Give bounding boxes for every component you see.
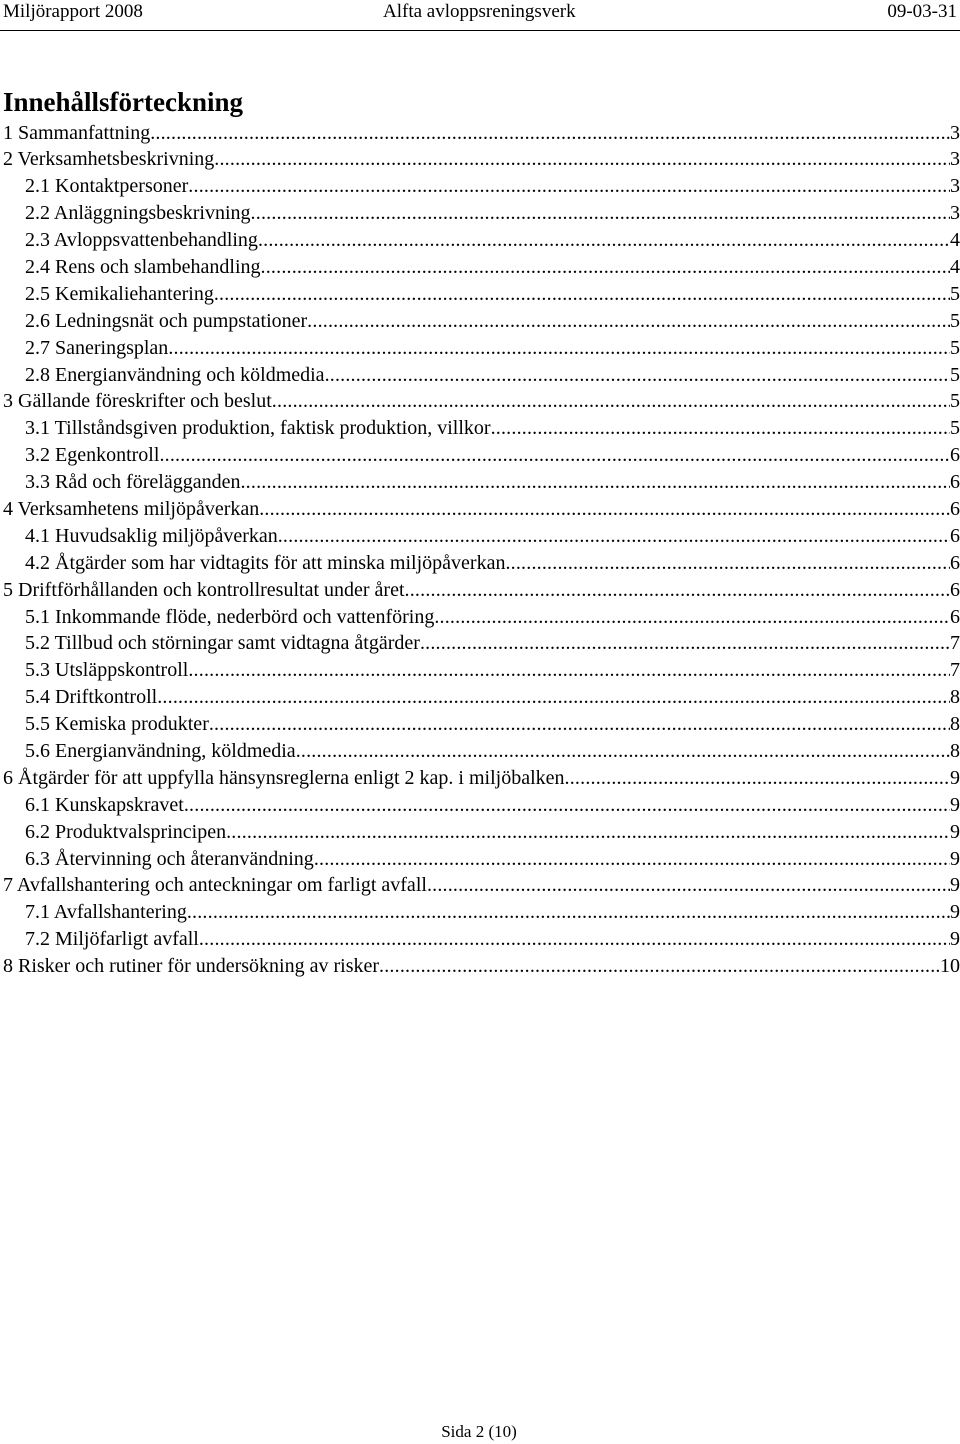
toc-entry-page-number: 4: [950, 255, 960, 278]
toc-entry[interactable]: [0, 872, 960, 899]
toc-entry-page-number: 9: [950, 793, 960, 816]
toc-entry[interactable]: [0, 711, 960, 738]
toc-entry-page-number: 6: [950, 444, 960, 467]
toc-entry[interactable]: [0, 577, 960, 604]
toc-entry-page-number: 6: [950, 551, 960, 574]
toc-entry-page-number: 9: [950, 928, 960, 951]
toc-entry[interactable]: [0, 792, 960, 819]
toc-entry-page-number: 3: [950, 121, 960, 144]
toc-dot-leader: [434, 604, 950, 631]
toc-dot-leader: [420, 630, 950, 657]
toc-entry-title: 6.1 Kunskapskravet: [25, 793, 184, 816]
toc-entry-page-number: 8: [950, 686, 960, 709]
toc-dot-leader: [325, 362, 950, 389]
toc-dot-leader: [226, 819, 950, 846]
toc-dot-leader: [188, 657, 950, 684]
toc-entry[interactable]: [0, 120, 960, 147]
toc-dot-leader: [157, 684, 950, 711]
toc-entry-title: 5.1 Inkommande flöde, nederbörd och vattenföring: [25, 605, 435, 628]
toc-entry-page-number: 5: [950, 390, 960, 413]
toc-dot-leader: [307, 308, 950, 335]
toc-dot-leader: [261, 254, 950, 281]
toc-entry[interactable]: [0, 254, 960, 281]
toc-entry[interactable]: [0, 899, 960, 926]
toc-entry[interactable]: [0, 604, 960, 631]
toc-entry-page-number: 6: [950, 524, 960, 547]
header-facility-name: Alfta avloppsreningsverk: [383, 1, 576, 22]
toc-entry-page-number: 9: [950, 766, 960, 789]
toc-entry-title: 3.2 Egenkontroll: [25, 444, 160, 467]
toc-entry-title: 7.1 Avfallshantering: [25, 901, 187, 924]
toc-entry-title: 4.1 Huvudsaklig miljöpåverkan: [25, 524, 278, 547]
toc-dot-leader: [427, 872, 950, 899]
toc-dot-leader: [314, 846, 950, 873]
toc-entry-title: 6.2 Produktvalsprincipen: [25, 820, 227, 843]
toc-entry-page-number: 5: [950, 309, 960, 332]
toc-entry[interactable]: [0, 496, 960, 523]
toc-entry-title: 6.3 Återvinning och återanvändning: [25, 847, 314, 870]
toc-entry-page-number: 6: [950, 471, 960, 494]
toc-entry-title: 2.1 Kontaktpersoner: [25, 175, 189, 198]
toc-entry[interactable]: [0, 550, 960, 577]
toc-entry[interactable]: [0, 281, 960, 308]
toc-entry-title: 4.2 Åtgärder som har vidtagits för att minska miljöpåverkan: [25, 551, 506, 574]
page-number: Sida 2 (10): [441, 1422, 517, 1441]
toc-entry[interactable]: [0, 442, 960, 469]
toc-entry[interactable]: [0, 926, 960, 953]
toc-dot-leader: [214, 281, 950, 308]
toc-dot-leader: [258, 227, 950, 254]
toc-entry[interactable]: [0, 146, 960, 173]
toc-entry-title: 6 Åtgärder för att uppfylla hänsynsreglerna enligt 2 kap. i miljöbalken: [3, 766, 565, 789]
toc-dot-leader: [505, 550, 950, 577]
toc-dot-leader: [184, 792, 950, 819]
header-date: 09-03-31: [887, 1, 957, 22]
toc-dot-leader: [150, 120, 950, 147]
toc-entry-page-number: 6: [950, 578, 960, 601]
toc-entry[interactable]: [0, 173, 960, 200]
toc-entry-page-number: 5: [950, 363, 960, 386]
toc-dot-leader: [491, 415, 950, 442]
header-report-title: Miljörapport 2008: [3, 1, 143, 22]
toc-entry-title: 2.7 Saneringsplan: [25, 336, 169, 359]
toc-entry-title: 2.3 Avloppsvattenbehandling: [25, 229, 258, 252]
toc-entry-page-number: 6: [950, 605, 960, 628]
toc-entry[interactable]: [0, 362, 960, 389]
toc-entry-title: 7 Avfallshantering och anteckningar om farligt avfall: [3, 874, 427, 897]
toc-entry[interactable]: [0, 953, 960, 980]
toc-dot-leader: [296, 738, 950, 765]
toc-entry[interactable]: [0, 523, 960, 550]
toc-dot-leader: [379, 953, 940, 980]
toc-entry-title: 2.6 Ledningsnät och pumpstationer: [25, 309, 308, 332]
toc-entry[interactable]: [0, 227, 960, 254]
toc-dot-leader: [199, 926, 950, 953]
toc-entry-title: 2.4 Rens och slambehandling: [25, 255, 261, 278]
toc-dot-leader: [159, 442, 950, 469]
toc-dot-leader: [187, 899, 950, 926]
toc-entry[interactable]: [0, 200, 960, 227]
toc-dot-leader: [272, 388, 950, 415]
toc-entry-title: 2.5 Kemikaliehantering: [25, 282, 214, 305]
toc-entry-page-number: 9: [950, 847, 960, 870]
toc-dot-leader: [565, 765, 950, 792]
toc-dot-leader: [405, 577, 950, 604]
toc-entry[interactable]: [0, 415, 960, 442]
toc-entry-page-number: 5: [950, 336, 960, 359]
toc-entry-title: 8 Risker och rutiner för undersökning av risker: [3, 955, 380, 978]
toc-entry-title: 3.3 Råd och förelägganden: [25, 471, 241, 494]
toc-entry-title: 1 Sammanfattning: [3, 121, 151, 144]
toc-entry[interactable]: [0, 335, 960, 362]
toc-entry-title: 2 Verksamhetsbeskrivning: [3, 148, 215, 171]
toc-entry-title: 2.2 Anläggningsbeskrivning: [25, 202, 251, 225]
toc-entry-title: 5.2 Tillbud och störningar samt vidtagna åtgärder: [25, 632, 420, 655]
toc-entry-title: 5.5 Kemiska produkter: [25, 713, 209, 736]
toc-entry-title: 3.1 Tillståndsgiven produktion, faktisk produktion, villkor: [25, 417, 491, 440]
toc-dot-leader: [214, 146, 950, 173]
toc-entry-page-number: 9: [950, 901, 960, 924]
toc-entry[interactable]: [0, 657, 960, 684]
toc-entry-title: 5.6 Energianvändning, köldmedia: [25, 739, 296, 762]
toc-entry-title: 2.8 Energianvändning och köldmedia: [25, 363, 325, 386]
toc-entry-page-number: 7: [950, 632, 960, 655]
toc-dot-leader: [209, 711, 950, 738]
toc-entry-page-number: 5: [950, 417, 960, 440]
toc-entry-page-number: 3: [950, 202, 960, 225]
toc-entry-title: 5 Driftförhållanden och kontrollresultat under året: [3, 578, 405, 601]
toc-entry-page-number: 8: [950, 739, 960, 762]
toc-entry-title: 5.4 Driftkontroll: [25, 686, 158, 709]
toc-dot-leader: [240, 469, 950, 496]
toc-entry-page-number: 9: [950, 874, 960, 897]
toc-entry[interactable]: [0, 684, 960, 711]
toc-dot-leader: [188, 173, 950, 200]
toc-dot-leader: [251, 200, 950, 227]
toc-entry-title: 5.3 Utsläppskontroll: [25, 659, 189, 682]
toc-entry-page-number: 6: [950, 497, 960, 520]
toc-entry-page-number: 5: [950, 282, 960, 305]
toc-dot-leader: [278, 523, 950, 550]
toc-entry-title: 3 Gällande föreskrifter och beslut: [3, 390, 272, 413]
toc-entry-page-number: 10: [940, 955, 960, 978]
toc-entry-title: 7.2 Miljöfarligt avfall: [25, 928, 199, 951]
table-of-contents: [0, 120, 960, 981]
toc-entry[interactable]: [0, 846, 960, 873]
toc-entry[interactable]: [0, 388, 960, 415]
toc-dot-leader: [168, 335, 950, 362]
toc-entry-page-number: 3: [950, 148, 960, 171]
toc-entry-page-number: 7: [950, 659, 960, 682]
toc-entry[interactable]: [0, 308, 960, 335]
toc-entry-page-number: 3: [950, 175, 960, 198]
toc-dot-leader: [259, 496, 950, 523]
toc-title: Innehållsförteckning: [3, 87, 244, 117]
toc-entry[interactable]: [0, 630, 960, 657]
toc-entry-page-number: 4: [950, 229, 960, 252]
toc-entry-page-number: 9: [950, 820, 960, 843]
toc-entry-title: 4 Verksamhetens miljöpåverkan: [3, 497, 260, 520]
toc-entry[interactable]: [0, 765, 960, 792]
toc-entry[interactable]: [0, 819, 960, 846]
toc-entry-page-number: 8: [950, 713, 960, 736]
page-footer: [0, 1421, 960, 1443]
page-header: [0, 0, 960, 31]
toc-entry[interactable]: [0, 469, 960, 496]
toc-entry[interactable]: [0, 738, 960, 765]
